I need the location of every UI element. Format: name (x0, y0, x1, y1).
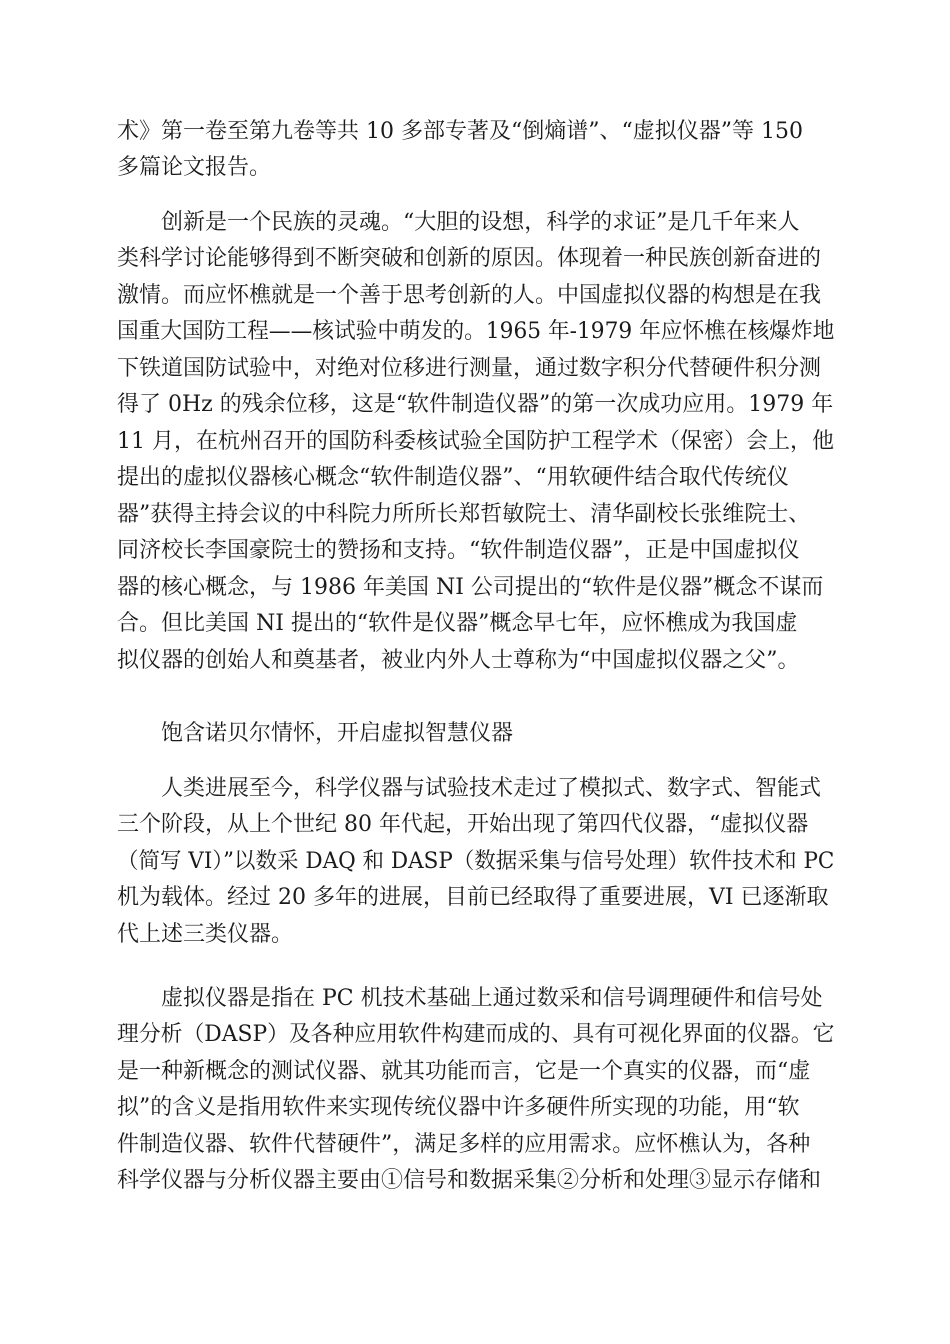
text-line: 得了 0Hz 的残余位移，这是“软件制造仪器”的第一次成功应用。1979 年 (117, 392, 834, 417)
text-line: 激情。而应怀樵就是一个善于思考创新的人。中国虚拟仪器的构想是在我 (117, 283, 822, 308)
text-line: 术》第一卷至第九卷等共 10 多部专著及“倒熵谱”、“虚拟仪器”等 150 (117, 119, 803, 144)
text-line: 器的核心概念，与 1986 年美国 NI 公司提出的“软件是仪器”概念不谋而 (117, 575, 824, 600)
text-line: 合。但比美国 NI 提出的“软件是仪器”概念早七年，应怀樵成为我国虚 (117, 611, 798, 636)
text-line: 件制造仪器、软件代替硬件”，满足多样的应用需求。应怀樵认为，各种 (117, 1132, 811, 1157)
text-line: 科学仪器与分析仪器主要由①信号和数据采集②分析和处理③显示存储和 (117, 1168, 822, 1193)
text-line: 器”获得主持会议的中科院力所所长郑哲敏院士、清华副校长张维院士、 (117, 502, 811, 527)
text-line: 多篇论文报告。 (117, 155, 272, 180)
text-line: 代上述三类仪器。 (117, 922, 294, 947)
text-line: （简写 VI）”以数采 DAQ 和 DASP（数据采集与信号处理）软件技术和 PC (117, 849, 835, 874)
heading-line: 饱含诺贝尔情怀，开启虚拟智慧仪器 (161, 721, 514, 746)
text-line: 是一种新概念的测试仪器、就其功能而言，它是一个真实的仪器，而“虚 (117, 1059, 811, 1084)
text-line: 下铁道国防试验中，对绝对位移进行测量，通过数字积分代替硬件积分测 (117, 356, 822, 381)
text-line: 理分析（DASP）及各种应用软件构建而成的、具有可视化界面的仪器。它 (117, 1022, 835, 1047)
text-line: 创新是一个民族的灵魂。“大胆的设想，科学的求证”是几千年来人 (161, 210, 800, 235)
text-line: 类科学讨论能够得到不断突破和创新的原因。体现着一种民族创新奋进的 (117, 246, 822, 271)
text-line: 11 月，在杭州召开的国防科委核试验全国防护工程学术（保密）会上，他 (117, 429, 834, 454)
text-line: 机为载体。经过 20 多年的进展，目前已经取得了重要进展，VI 已逐渐取 (117, 885, 829, 910)
text-line: 拟仪器的创始人和奠基者，被业内外人士尊称为“中国虚拟仪器之父”。 (117, 648, 800, 673)
text-line: 同济校长李国豪院士的赞扬和支持。“软件制造仪器”，正是中国虚拟仪 (117, 538, 800, 563)
text-line: 人类进展至今，科学仪器与试验技术走过了模拟式、数字式、智能式 (161, 776, 822, 801)
text-line: 国重大国防工程——核试验中萌发的。1965 年-1979 年应怀樵在核爆炸地 (117, 319, 835, 344)
text-line: 三个阶段，从上个世纪 80 年代起，开始出现了第四代仪器，“虚拟仪器 (117, 812, 809, 837)
text-line: 拟”的含义是指用软件来实现传统仪器中许多硬件所实现的功能，用“软 (117, 1095, 800, 1120)
text-line: 提出的虚拟仪器核心概念“软件制造仪器”、“用软硬件结合取代传统仪 (117, 465, 789, 490)
text-line: 虚拟仪器是指在 PC 机技术基础上通过数采和信号调理硬件和信号处 (161, 986, 823, 1011)
